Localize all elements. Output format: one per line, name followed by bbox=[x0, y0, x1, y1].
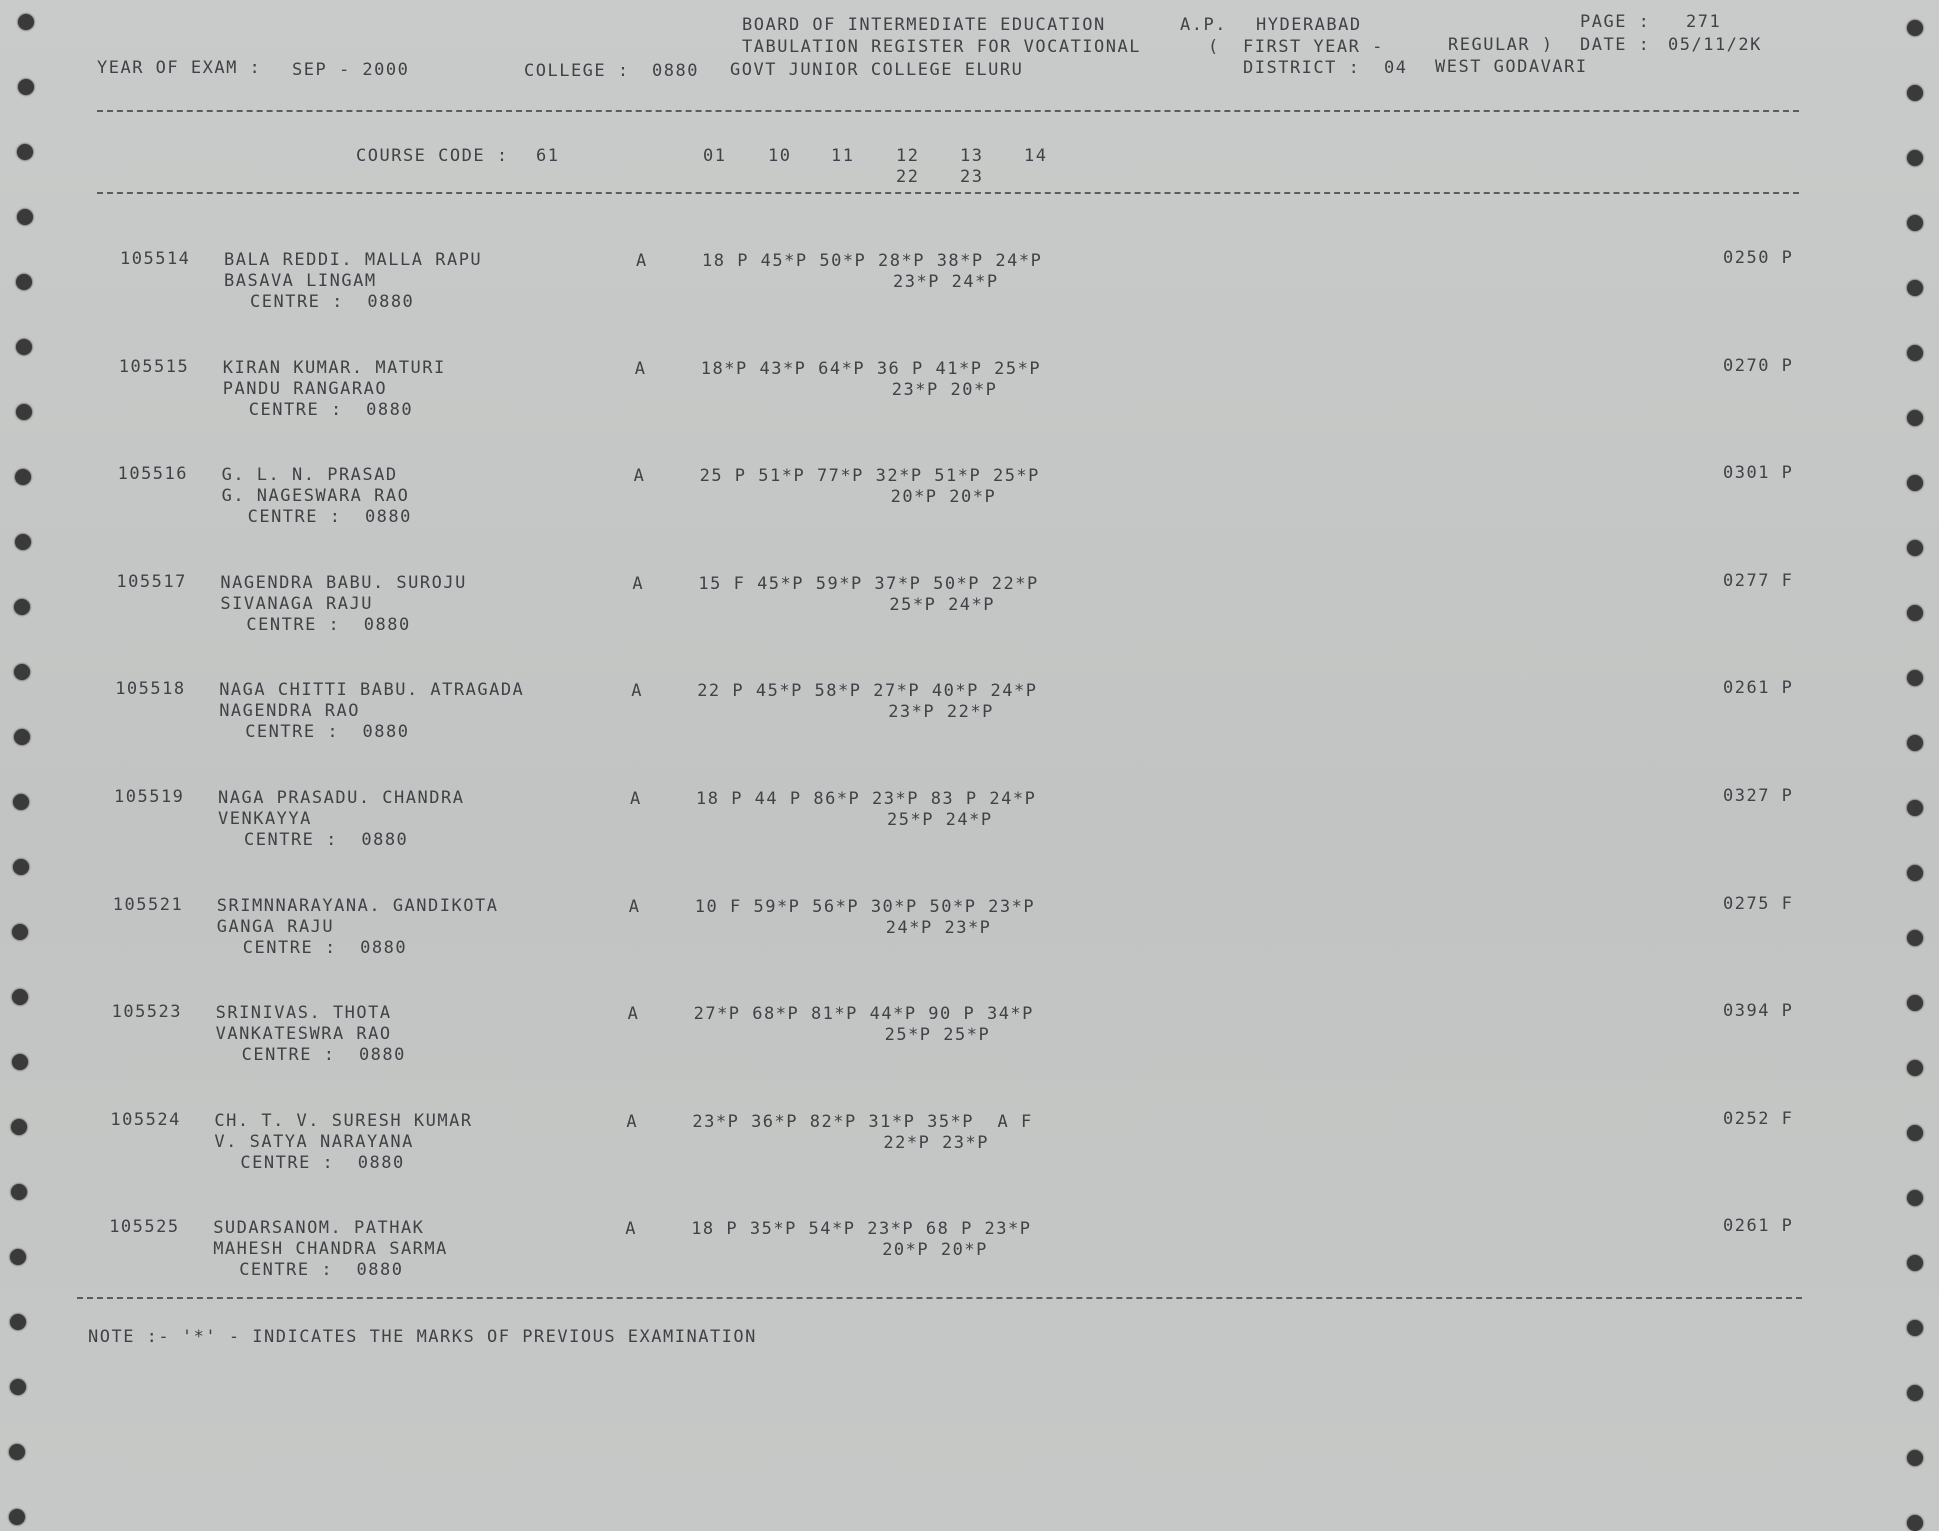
college-label: COLLEGE : bbox=[524, 61, 630, 81]
feed-hole bbox=[1907, 1190, 1923, 1206]
grade: A bbox=[625, 1219, 637, 1240]
student-name: CH. T. V. SURESH KUMAR bbox=[214, 1110, 473, 1131]
total-result: 0327 P bbox=[1723, 786, 1794, 806]
centre-code: CENTRE : 0880 bbox=[245, 722, 410, 743]
roll-number: 105519 bbox=[114, 787, 185, 807]
total-result: 0252 F bbox=[1723, 1108, 1794, 1129]
marks-row-1: 18 P 45*P 50*P 28*P 38*P 24*P bbox=[702, 251, 1043, 271]
centre-code: CENTRE : 0880 bbox=[247, 507, 412, 528]
total-result: 0277 F bbox=[1723, 570, 1794, 591]
course-code-label: COURSE CODE : bbox=[356, 146, 509, 166]
columns-divider bbox=[97, 192, 1799, 194]
marks-row-2: 25*P 24*P bbox=[887, 810, 993, 830]
feed-hole bbox=[17, 209, 33, 225]
parent-name: V. SATYA NARAYANA bbox=[214, 1131, 414, 1152]
marks-row-1: 18 P 44 P 86*P 23*P 83 P 24*P bbox=[696, 789, 1037, 809]
parent-name: NAGENDRA RAO bbox=[219, 701, 361, 722]
roll-number: 105525 bbox=[109, 1217, 180, 1238]
centre-code: CENTRE : 0880 bbox=[246, 614, 411, 635]
marks-row-1: 15 F 45*P 59*P 37*P 50*P 22*P bbox=[698, 573, 1039, 594]
feed-hole bbox=[18, 14, 34, 30]
grade: A bbox=[630, 789, 642, 809]
marks-row-1: 23*P 36*P 82*P 31*P 35*P A F bbox=[692, 1111, 1033, 1132]
student-record bbox=[0, 462, 1939, 542]
marks-row-2: 23*P 20*P bbox=[891, 379, 998, 400]
centre-code: CENTRE : 0880 bbox=[242, 937, 408, 958]
roll-number: 105524 bbox=[110, 1109, 181, 1130]
centre-code: CENTRE : 0880 bbox=[248, 399, 414, 420]
roll-number: 105516 bbox=[117, 464, 189, 485]
marks-row-2: 25*P 24*P bbox=[889, 594, 996, 615]
feed-hole bbox=[1907, 215, 1923, 231]
feed-hole bbox=[1907, 150, 1923, 166]
roll-number: 105515 bbox=[118, 356, 190, 377]
footer-divider bbox=[77, 1297, 1802, 1299]
college-code: 0880 bbox=[652, 61, 699, 81]
grade: A bbox=[631, 681, 643, 702]
student-name: SUDARSANOM. PATHAK bbox=[213, 1218, 425, 1239]
roll-number: 105517 bbox=[116, 571, 187, 592]
grade: A bbox=[636, 251, 648, 271]
marks-row-1: 22 P 45*P 58*P 27*P 40*P 24*P bbox=[697, 681, 1038, 702]
subject-col-01: 01 bbox=[703, 146, 727, 166]
total-result: 0394 P bbox=[1723, 1001, 1794, 1022]
feed-hole bbox=[10, 1314, 26, 1330]
parent-name: G. NAGESWARA RAO bbox=[221, 486, 410, 507]
subject-col-13: 13 bbox=[960, 146, 984, 166]
student-record bbox=[0, 1215, 1939, 1295]
roll-number: 105518 bbox=[115, 679, 186, 700]
district-code: 04 bbox=[1384, 58, 1408, 78]
feed-hole bbox=[1907, 540, 1923, 556]
exam-year-label: YEAR OF EXAM : bbox=[97, 58, 262, 78]
course-code: 61 bbox=[536, 146, 560, 166]
centre-code: CENTRE : 0880 bbox=[244, 830, 409, 850]
grade: A bbox=[628, 896, 641, 917]
roll-number: 105514 bbox=[120, 249, 191, 269]
student-record bbox=[0, 1108, 1939, 1188]
total-result: 0270 P bbox=[1723, 355, 1794, 376]
marks-row-2: 23*P 22*P bbox=[888, 702, 994, 723]
feed-hole bbox=[16, 339, 32, 355]
print-date: 05/11/2K bbox=[1668, 35, 1762, 55]
subject-col-10: 10 bbox=[768, 146, 792, 166]
student-name: NAGA CHITTI BABU. ATRAGADA bbox=[219, 680, 525, 701]
centre-code: CENTRE : 0880 bbox=[250, 292, 415, 312]
state-abbr: A.P. bbox=[1180, 15, 1227, 35]
marks-row-2: 23*P 24*P bbox=[893, 272, 999, 292]
student-record bbox=[0, 570, 1939, 650]
roll-number: 105523 bbox=[111, 1002, 183, 1023]
student-name: BALA REDDI. MALLA RAPU bbox=[224, 250, 483, 270]
marks-row-2: 20*P 20*P bbox=[890, 487, 997, 508]
student-record bbox=[0, 677, 1939, 757]
paren-open: ( bbox=[1208, 37, 1220, 57]
marks-row-1: 18*P 43*P 64*P 36 P 41*P 25*P bbox=[700, 358, 1042, 379]
parent-name: GANGA RAJU bbox=[216, 916, 335, 937]
grade: A bbox=[627, 1004, 640, 1025]
parent-name: SIVANAGA RAJU bbox=[220, 593, 373, 614]
student-name: KIRAN KUMAR. MATURI bbox=[222, 357, 446, 378]
subject-col-12: 12 bbox=[896, 146, 920, 166]
total-result: 0261 P bbox=[1723, 678, 1794, 699]
student-record bbox=[0, 893, 1939, 973]
exam-year: SEP - 2000 bbox=[292, 60, 410, 80]
subject-col-22: 22 bbox=[896, 167, 920, 187]
student-record bbox=[0, 247, 1939, 327]
district-name: WEST GODAVARI bbox=[1435, 57, 1588, 77]
date-label: DATE : bbox=[1580, 35, 1651, 55]
feed-hole bbox=[1907, 1450, 1923, 1466]
centre-code: CENTRE : 0880 bbox=[240, 1152, 405, 1173]
footer-note: NOTE :- '*' - INDICATES THE MARKS OF PREVIOUS EXAMINATION bbox=[88, 1327, 757, 1347]
marks-row-2: 25*P 25*P bbox=[884, 1025, 991, 1046]
marks-row-2: 24*P 23*P bbox=[885, 917, 992, 938]
marks-row-1: 10 F 59*P 56*P 30*P 50*P 23*P bbox=[694, 896, 1036, 917]
student-name: NAGENDRA BABU. SUROJU bbox=[220, 572, 467, 593]
grade: A bbox=[626, 1111, 639, 1132]
marks-row-1: 27*P 68*P 81*P 44*P 90 P 34*P bbox=[693, 1004, 1034, 1025]
feed-hole bbox=[1907, 865, 1923, 881]
feed-hole bbox=[1907, 85, 1923, 101]
parent-name: MAHESH CHANDRA SARMA bbox=[213, 1239, 448, 1260]
subject-col-11: 11 bbox=[831, 146, 855, 166]
feed-hole bbox=[17, 144, 33, 160]
college-name: GOVT JUNIOR COLLEGE ELURU bbox=[730, 60, 1024, 80]
student-name: SRINIVAS. THOTA bbox=[215, 1003, 392, 1024]
marks-row-1: 25 P 51*P 77*P 32*P 51*P 25*P bbox=[699, 466, 1040, 487]
left-feed-holes bbox=[0, 0, 40, 1529]
feed-hole bbox=[9, 1444, 25, 1460]
city-name: HYDERABAD bbox=[1256, 15, 1362, 35]
roll-number: 105521 bbox=[112, 894, 184, 915]
marks-row-2: 22*P 23*P bbox=[883, 1132, 990, 1153]
total-result: 0261 P bbox=[1723, 1216, 1794, 1237]
feed-hole bbox=[1907, 1385, 1923, 1401]
feed-hole bbox=[10, 1379, 26, 1395]
district-label: DISTRICT : bbox=[1243, 58, 1361, 78]
marks-row-1: 18 P 35*P 54*P 23*P 68 P 23*P bbox=[691, 1219, 1032, 1240]
parent-name: VENKAYYA bbox=[218, 809, 312, 829]
grade: A bbox=[633, 466, 646, 487]
grade: A bbox=[632, 573, 645, 594]
centre-code: CENTRE : 0880 bbox=[239, 1260, 404, 1281]
total-result: 0250 P bbox=[1723, 248, 1794, 268]
student-name: NAGA PRASADU. CHANDRA bbox=[218, 788, 465, 808]
header-divider bbox=[97, 110, 1799, 112]
board-title: BOARD OF INTERMEDIATE EDUCATION bbox=[742, 15, 1106, 35]
right-feed-holes bbox=[1899, 0, 1939, 1529]
year-label: FIRST YEAR - bbox=[1243, 37, 1384, 57]
register-title: TABULATION REGISTER FOR VOCATIONAL bbox=[742, 37, 1141, 57]
page-number: 271 bbox=[1686, 12, 1722, 32]
marks-row-2: 20*P 20*P bbox=[882, 1240, 988, 1261]
grade: A bbox=[634, 358, 647, 379]
total-result: 0275 F bbox=[1723, 893, 1794, 914]
subject-col-23: 23 bbox=[960, 167, 984, 187]
student-record bbox=[0, 1000, 1939, 1080]
feed-hole bbox=[1907, 1320, 1923, 1336]
subject-col-14: 14 bbox=[1024, 146, 1048, 166]
feed-hole bbox=[9, 1509, 25, 1525]
parent-name: BASAVA LINGAM bbox=[224, 271, 377, 291]
student-name: SRIMNNARAYANA. GANDIKOTA bbox=[216, 895, 499, 916]
parent-name: PANDU RANGARAO bbox=[222, 378, 388, 399]
student-record bbox=[0, 785, 1939, 865]
student-record bbox=[0, 355, 1939, 435]
total-result: 0301 P bbox=[1723, 463, 1794, 484]
centre-code: CENTRE : 0880 bbox=[241, 1045, 406, 1066]
feed-hole bbox=[1907, 20, 1923, 36]
feed-hole bbox=[18, 79, 34, 95]
parent-name: VANKATESWRA RAO bbox=[215, 1024, 392, 1045]
page-label: PAGE : bbox=[1580, 12, 1651, 32]
regular-label: REGULAR ) bbox=[1448, 35, 1554, 55]
student-name: G. L. N. PRASAD bbox=[221, 465, 398, 486]
